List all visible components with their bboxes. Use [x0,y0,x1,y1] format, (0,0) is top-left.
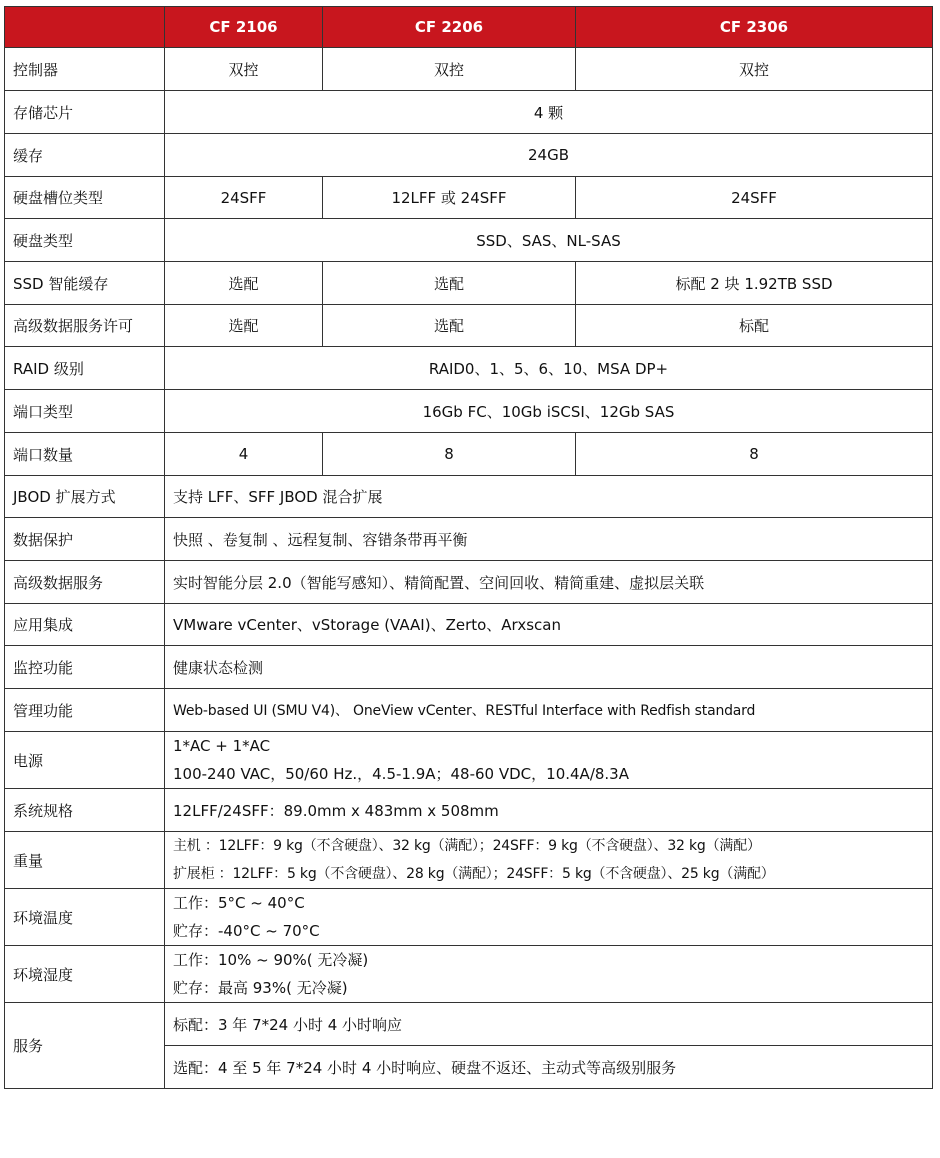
cell-value: 8 [576,433,933,476]
table-row-manage [5,689,933,732]
cell-value: 选配 [165,305,323,347]
table-row-ssd-cache [5,262,933,305]
row-label: 重量 [5,832,165,889]
row-label: 高级数据服务 [5,561,165,604]
row-label: RAID 级别 [5,347,165,390]
cell-value [165,832,933,889]
cell-value: VMware vCenter、vStorage (VAAI)、Zerto、Arxscan [165,604,933,646]
cell-value: 12LFF 或 24SFF [323,177,576,219]
cell-value: 快照 、卷复制 、远程复制、容错条带再平衡 [165,518,933,561]
cell-value: 选配 [323,262,576,305]
row-label: 数据保护 [5,518,165,561]
cell-value: 8 [323,433,576,476]
cell-value: SSD、SAS、NL-SAS [165,219,933,262]
cell-line: 工作：5°C ~ 40°C [173,894,305,912]
table-row-storage-chip [5,91,933,134]
cell-line: 主机 ：12LFF：9 kg（不含硬盘）、32 kg（满配）；24SFF：9 kg（不含硬盘）、32 kg（满配） [173,838,761,854]
row-label: 端口数量 [5,433,165,476]
table-row-dimensions [5,789,933,832]
row-label: 高级数据服务许可 [5,305,165,347]
header-model-1: CF 2106 [165,7,323,48]
table-row-jbod [5,476,933,518]
row-label: 应用集成 [5,604,165,646]
cell-value: 双控 [576,48,933,91]
cell-value: 标配 [576,305,933,347]
spec-table [4,6,933,1089]
cell-value: 实时智能分层 2.0（智能写感知）、精简配置、空间回收、精简重建、虚拟层关联 [165,561,933,604]
cell-value [165,946,933,1003]
table-row-temperature [5,889,933,946]
row-label: 环境温度 [5,889,165,946]
row-label: 存储芯片 [5,91,165,134]
table-row-monitor [5,646,933,689]
cell-value [165,732,933,789]
table-row-adv-license [5,305,933,347]
cell-value: 双控 [165,48,323,91]
header-model-2: CF 2206 [323,7,576,48]
row-label: 系统规格 [5,789,165,832]
table-row-data-protect [5,518,933,561]
header-blank-cell [5,7,165,48]
cell-line: 扩展柜 ：12LFF：5 kg（不含硬盘）、28 kg（满配）；24SFF：5 kg（不含硬盘）、25 kg（满配） [173,866,775,882]
table-row-port-type [5,390,933,433]
cell-value: 24SFF [165,177,323,219]
cell-value: 16Gb FC、10Gb iSCSI、12Gb SAS [165,390,933,433]
table-row-power [5,732,933,789]
cell-value: 选配 [323,305,576,347]
row-label: 服务 [5,1003,165,1089]
cell-value: 选配 [165,262,323,305]
cell-line: 100-240 VAC，50/60 Hz.，4.5-1.9A；48-60 VDC，10.4A/8.3A [173,765,629,783]
table-header-row [5,7,933,48]
table-row-disk-slot [5,177,933,219]
cell-value: 24SFF [576,177,933,219]
row-label: 环境湿度 [5,946,165,1003]
table-row-service-standard [5,1003,933,1046]
cell-value: 选配：4 至 5 年 7*24 小时 4 小时响应、硬盘不返还、主动式等高级别服务 [165,1046,933,1089]
table-row-port-count [5,433,933,476]
cell-line: 贮存：-40°C ~ 70°C [173,922,320,940]
cell-line: 1*AC + 1*AC [173,737,271,755]
row-label: 缓存 [5,134,165,177]
cell-value: 双控 [323,48,576,91]
table-row-adv-service [5,561,933,604]
cell-value: 健康状态检测 [165,646,933,689]
row-label: 端口类型 [5,390,165,433]
row-label: 硬盘槽位类型 [5,177,165,219]
row-label: 控制器 [5,48,165,91]
table-row-weight [5,832,933,889]
cell-line: 贮存：最高 93%( 无冷凝) [173,979,348,997]
cell-value: RAID0、1、5、6、10、MSA DP+ [165,347,933,390]
cell-value: 4 [165,433,323,476]
row-label: 监控功能 [5,646,165,689]
cell-value: 4 颗 [165,91,933,134]
row-label: JBOD 扩展方式 [5,476,165,518]
row-label: 硬盘类型 [5,219,165,262]
row-label: 电源 [5,732,165,789]
cell-value: 支持 LFF、SFF JBOD 混合扩展 [165,476,933,518]
table-row-controller [5,48,933,91]
row-label: 管理功能 [5,689,165,732]
table-row-disk-type [5,219,933,262]
table-row-raid [5,347,933,390]
cell-line: 工作：10% ~ 90%( 无冷凝) [173,951,369,969]
table-row-cache [5,134,933,177]
header-model-3: CF 2306 [576,7,933,48]
cell-value: 标配：3 年 7*24 小时 4 小时响应 [165,1003,933,1046]
table-row-humidity [5,946,933,1003]
cell-value: 标配 2 块 1.92TB SSD [576,262,933,305]
cell-value: 12LFF/24SFF：89.0mm x 483mm x 508mm [165,789,933,832]
table-row-app-integration [5,604,933,646]
row-label: SSD 智能缓存 [5,262,165,305]
cell-value: Web-based UI (SMU V4)、 OneView vCenter、RESTful Interface with Redfish standard [165,689,933,732]
cell-value [165,889,933,946]
cell-value: 24GB [165,134,933,177]
